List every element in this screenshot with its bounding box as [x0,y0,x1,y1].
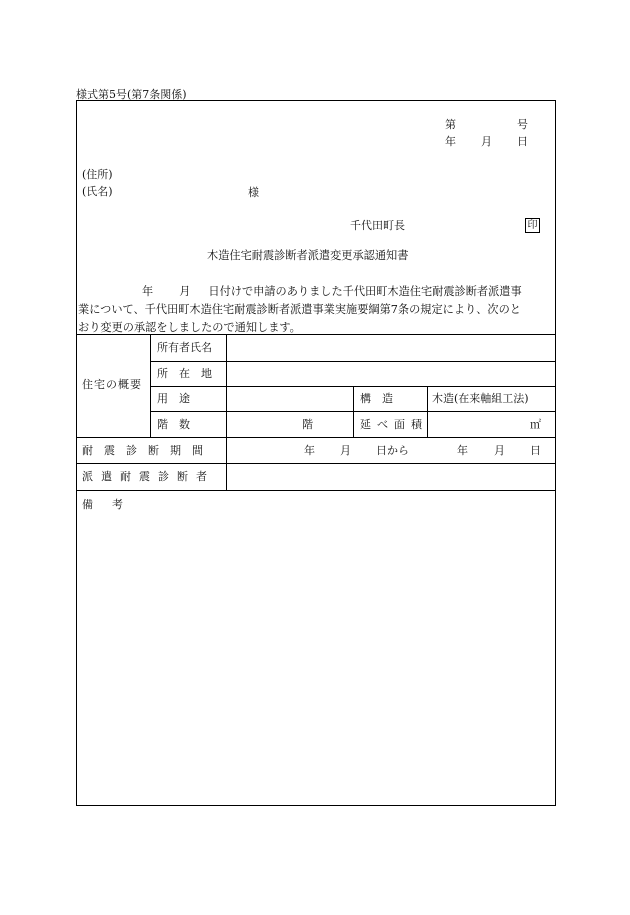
floor-area-label: 延べ面積 [360,418,428,431]
house-overview-label: 住宅の概要 [82,378,142,391]
dispatched-diagnostician-label: 派遣耐震診断者 [82,470,215,483]
number-prefix: 第 [445,118,456,131]
remarks-area [82,515,550,795]
diagnosis-period-label: 耐震診断期間 [82,444,214,457]
remarks-label: 備 考 [82,498,127,511]
usage-label: 用 途 [157,392,190,405]
floors-unit: 階 [302,418,313,431]
notice-body [78,283,550,337]
form-number-label: 様式第5号(第7条関係) [76,88,187,101]
seal-stamp-mark: 印 [525,218,540,233]
structure-value: 木造(在来軸組工法) [432,392,529,405]
floors-label: 階 数 [157,418,190,431]
location-value [232,367,550,381]
owner-name-label: 所有者氏名 [157,341,212,354]
period-from-day: 日から [376,444,409,457]
number-suffix: 号 [517,118,528,131]
date-year-label: 年 [445,135,456,148]
recipient-address-label: (住所) [82,168,113,181]
body-month: 月 [179,285,191,298]
period-to-day: 日 [530,444,541,457]
period-from-month: 月 [340,444,351,457]
structure-label: 構 造 [360,392,393,405]
issuer-name: 千代田町長 [350,219,405,232]
period-from-year: 年 [304,444,315,457]
body-line2: 業について、千代田町木造住宅耐震診断者派遣事業実施要綱第7条の規定により、次のと [78,303,521,316]
period-to-year: 年 [457,444,468,457]
body-line3: おり変更の承認をしましたので通知します。 [78,321,301,334]
location-label: 所 在 地 [157,367,212,380]
dispatched-diagnostician-value [232,470,550,484]
recipient-name-label: (氏名) [82,185,113,198]
recipient-honorific: 様 [248,186,259,199]
body-year: 年 [142,285,154,298]
date-month-label: 月 [481,135,492,148]
period-to-month: 月 [494,444,505,457]
floor-area-unit: ㎡ [530,418,541,431]
owner-name-value [232,341,550,355]
date-day-label: 日 [517,135,528,148]
body-line1: 日付けで申請のありました千代田町木造住宅耐震診断者派遣事 [208,285,522,298]
document-title: 木造住宅耐震診断者派遣変更承認通知書 [207,249,409,262]
usage-value [232,392,347,406]
